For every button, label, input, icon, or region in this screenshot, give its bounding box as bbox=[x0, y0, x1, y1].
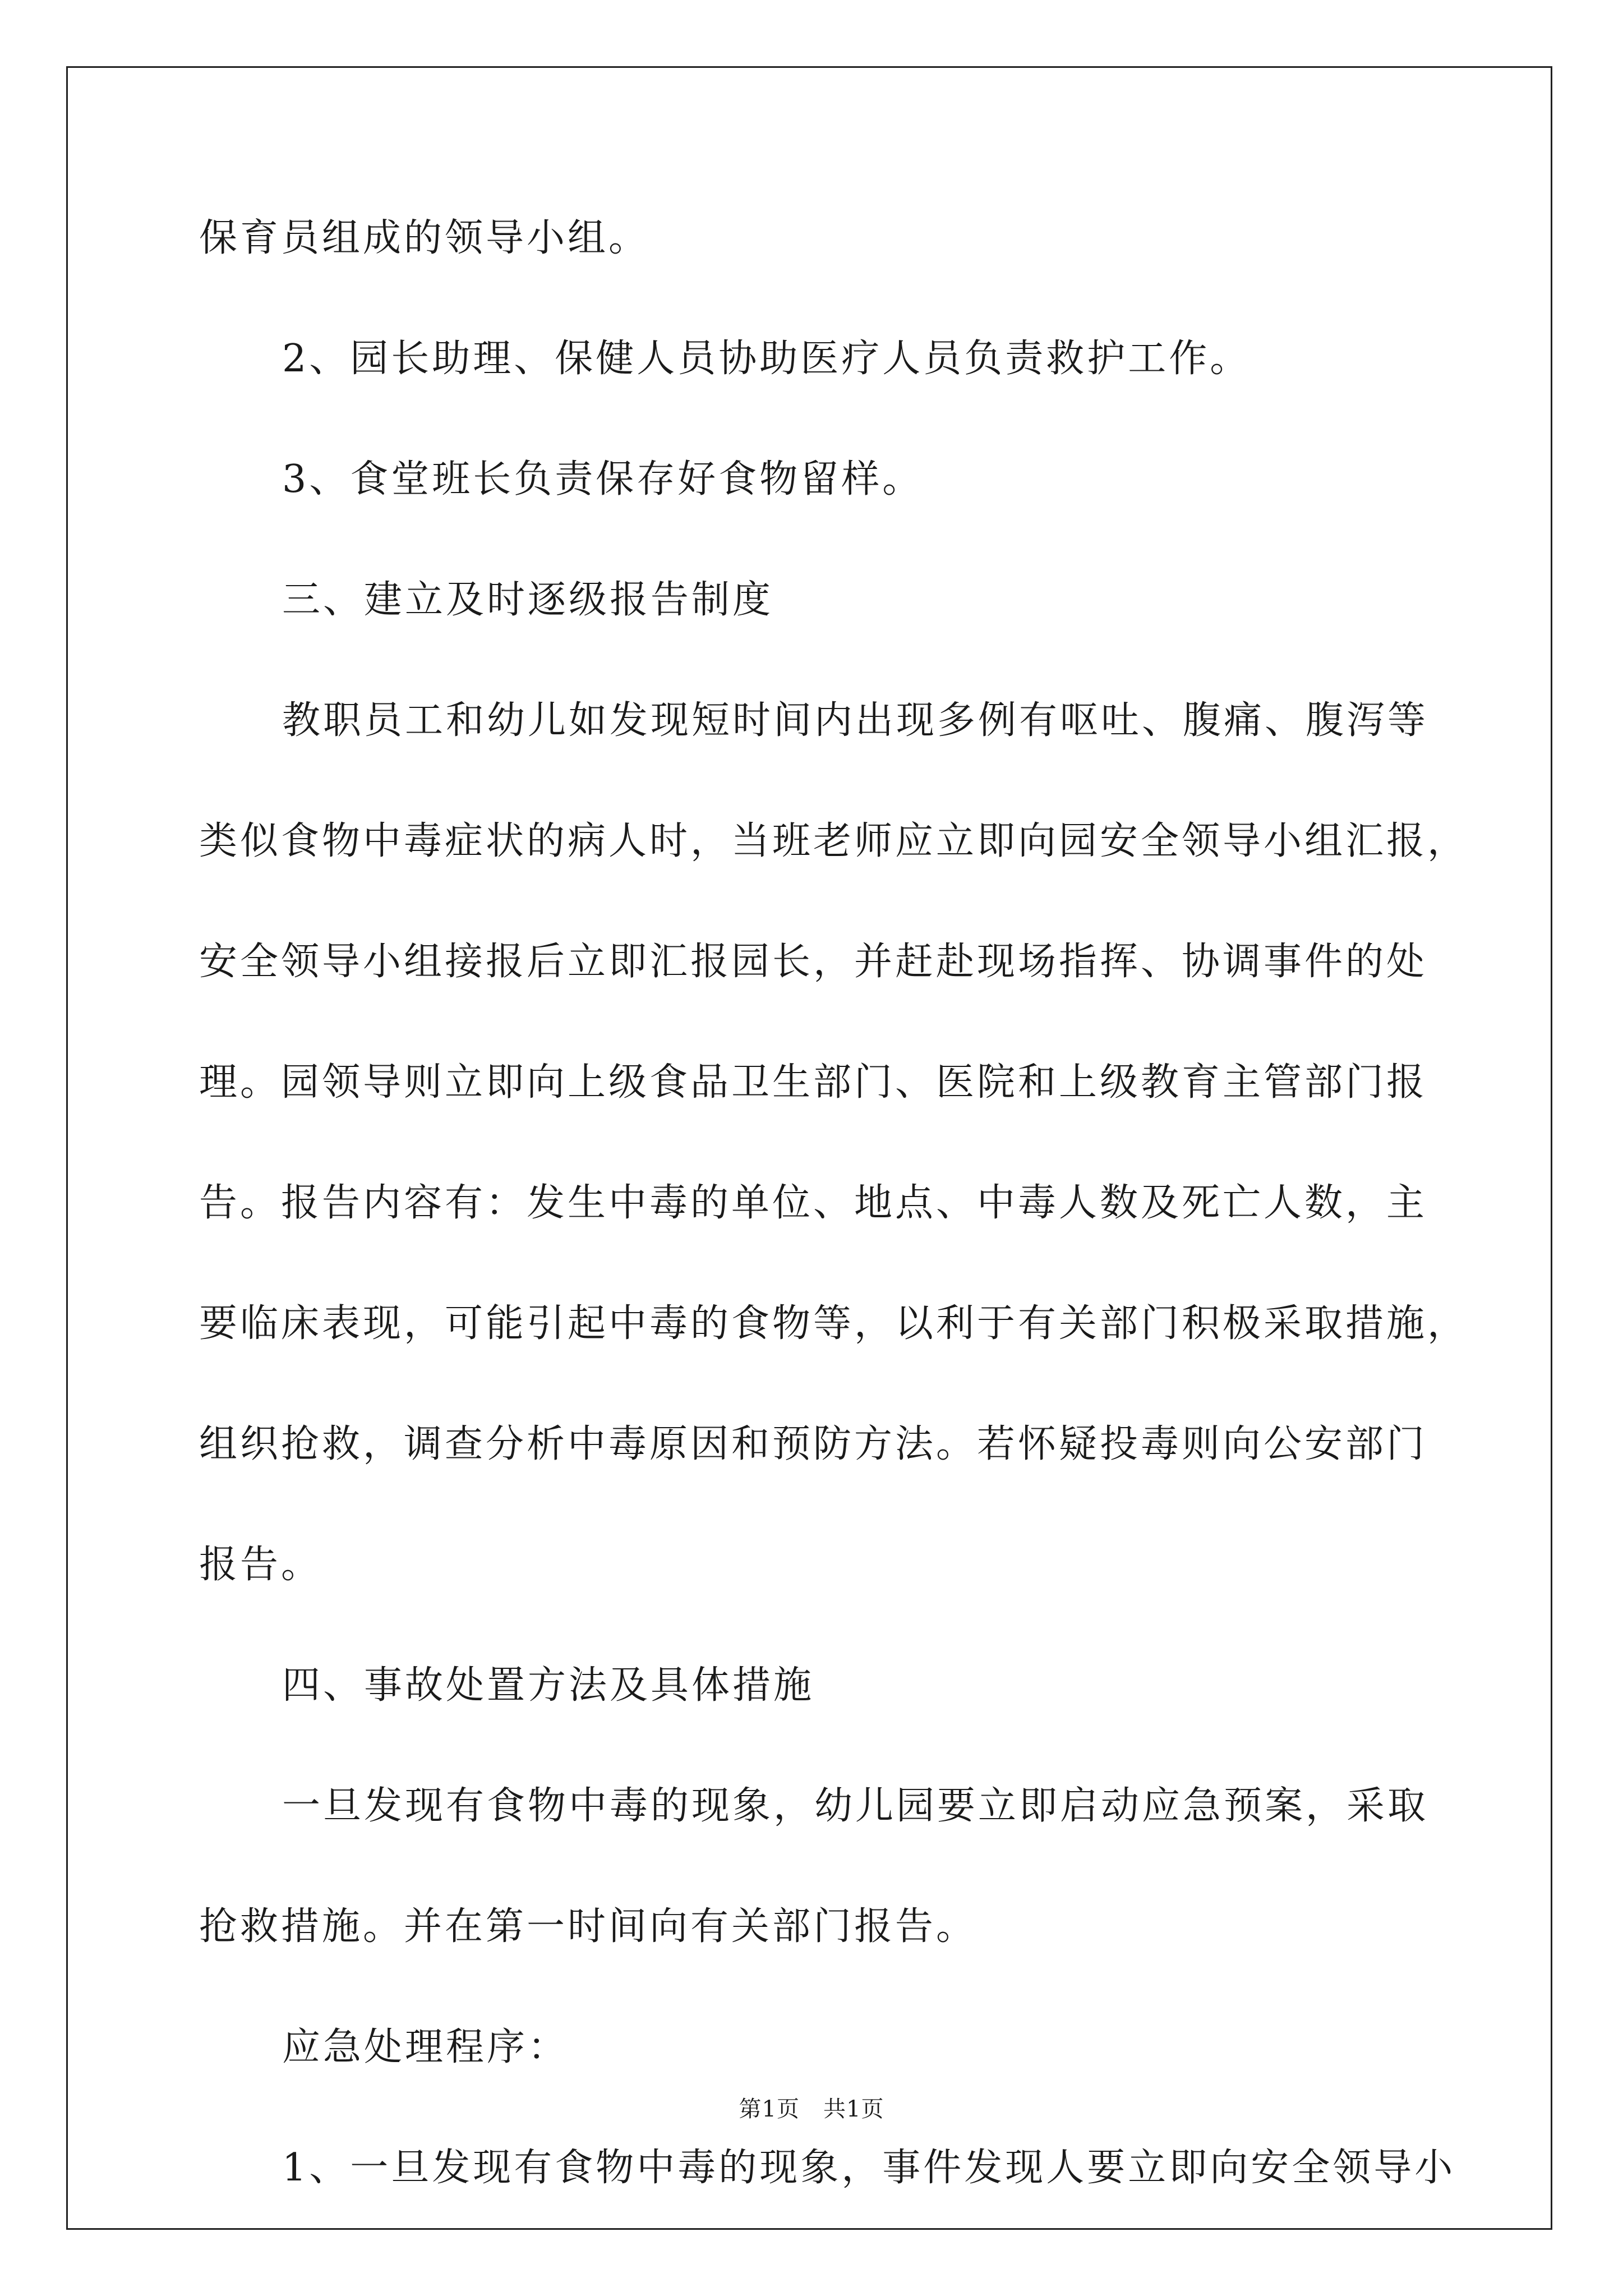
text-line: 类似食物中毒症状的病人时，当班老师应立即向园安全领导小组汇报， bbox=[199, 819, 1469, 863]
text-line: 3、食堂班长负责保存好食物留样。 bbox=[282, 457, 924, 501]
text-line: 保育员组成的领导小组。 bbox=[199, 216, 650, 260]
text-line: 告。报告内容有：发生中毒的单位、地点、中毒人数及死亡人数，主 bbox=[199, 1181, 1428, 1225]
text-line: 安全领导小组接报后立即汇报园长，并赶赴现场指挥、协调事件的处 bbox=[199, 940, 1428, 984]
section-heading: 三、建立及时逐级报告制度 bbox=[282, 578, 774, 622]
text-line: 理。园领导则立即向上级食品卫生部门、医院和上级教育主管部门报 bbox=[199, 1060, 1428, 1105]
text-line: 1、一旦发现有食物中毒的现象，事件发现人要立即向安全领导小 bbox=[282, 2146, 1456, 2190]
text-line: 抢救措施。并在第一时间向有关部门报告。 bbox=[199, 1904, 978, 1949]
text-line: 教职员工和幼儿如发现短时间内出现多例有呕吐、腹痛、腹泻等 bbox=[282, 698, 1429, 743]
text-line: 2、园长助理、保健人员协助医疗人员负责救护工作。 bbox=[282, 337, 1251, 381]
section-heading: 四、事故处置方法及具体措施 bbox=[282, 1663, 815, 1708]
text-line: 组织抢救，调查分析中毒原因和预防方法。若怀疑投毒则向公安部门 bbox=[199, 1422, 1428, 1466]
text-line: 要临床表现，可能引起中毒的食物等，以利于有关部门积极采取措施， bbox=[199, 1301, 1469, 1346]
text-line: 报告。 bbox=[199, 1543, 322, 1587]
text-line: 一旦发现有食物中毒的现象，幼儿园要立即启动应急预案，采取 bbox=[282, 1784, 1429, 1828]
page-total: 共1页 bbox=[823, 2096, 884, 2122]
page-number: 第1页 bbox=[739, 2096, 800, 2122]
text-line: 应急处理程序： bbox=[282, 2025, 569, 2069]
page-footer bbox=[0, 2095, 1623, 2123]
